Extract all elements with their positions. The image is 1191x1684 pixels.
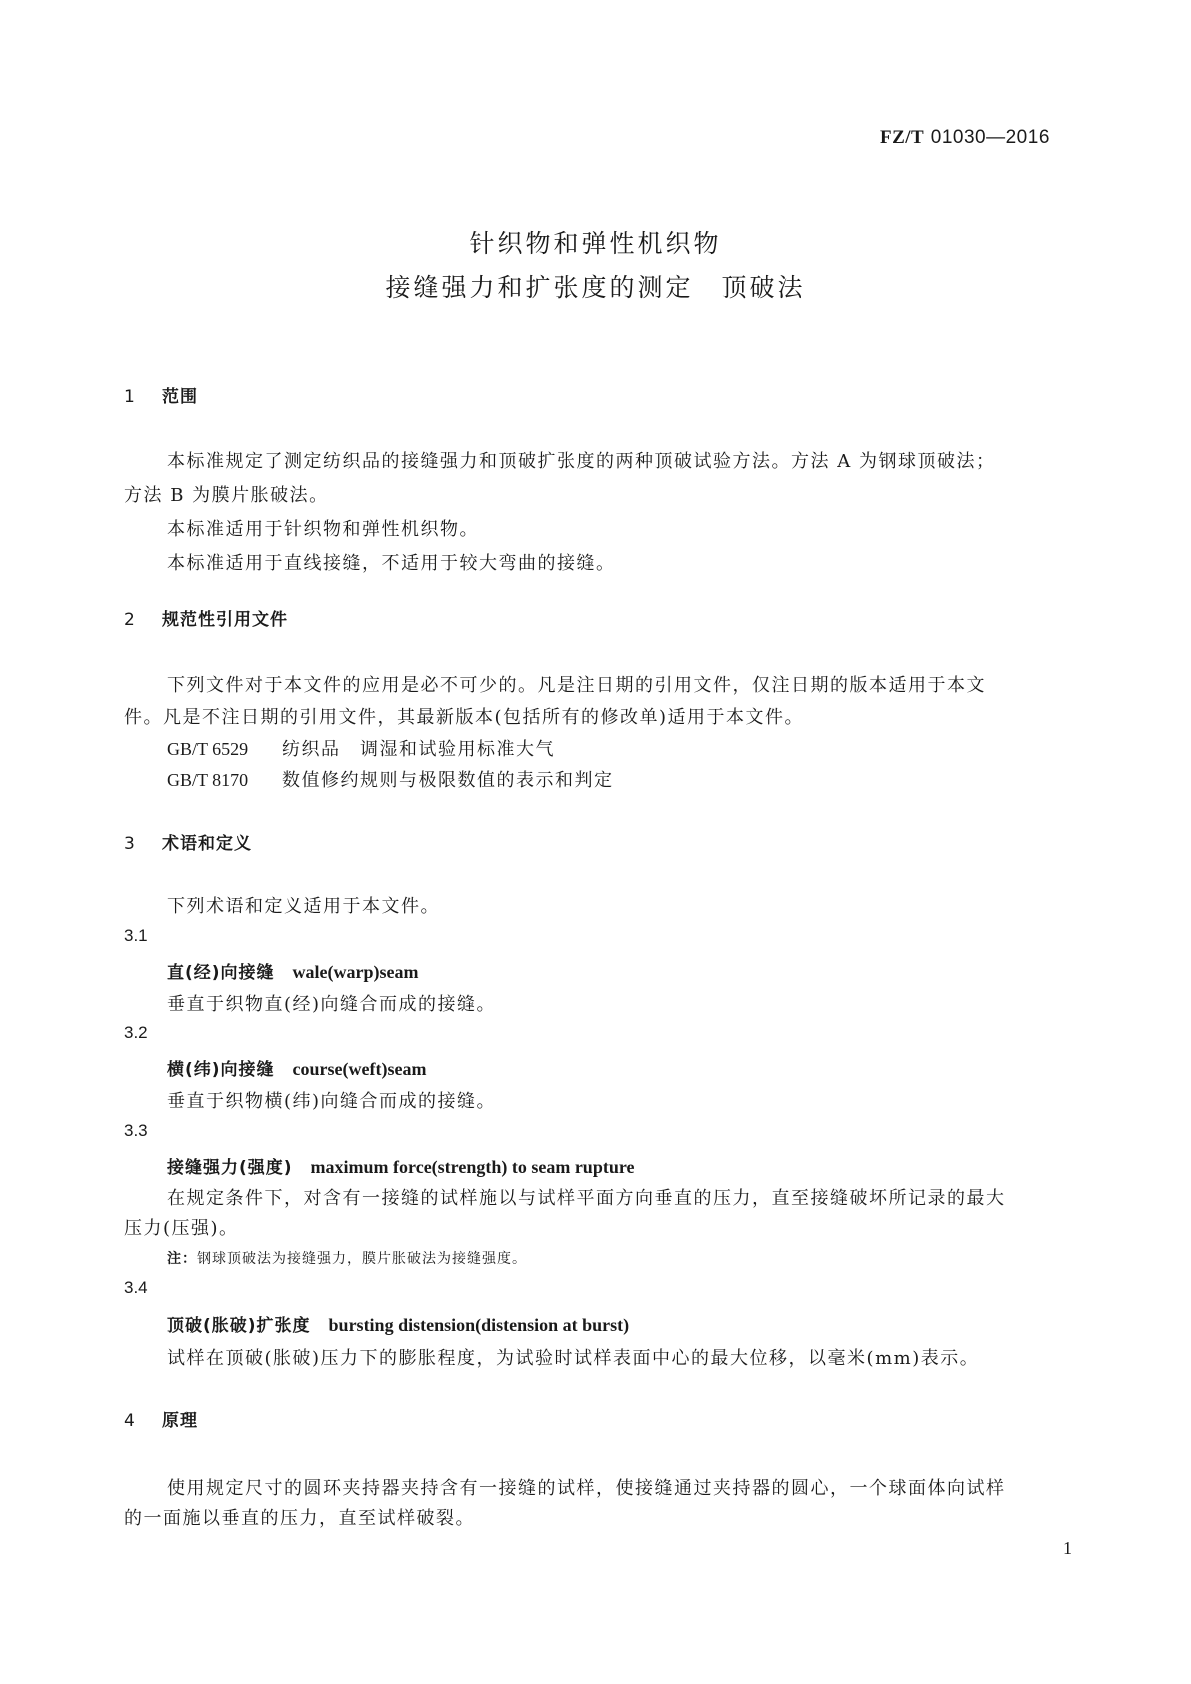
document-title-line2: 接缝强力和扩张度的测定 顶破法 xyxy=(385,273,806,302)
term-zh: 横(纬)向接缝 xyxy=(167,1060,275,1080)
standard-code-number: 01030—2016 xyxy=(930,127,1050,148)
standard-code-prefix: FZ/T xyxy=(880,127,925,148)
term-number: 3.1 xyxy=(124,926,148,945)
term-definition-line: 在规定条件下，对含有一接缝的试样施以与试样平面方向垂直的压力，直至接缝破坏所记录的最大 xyxy=(167,1188,1006,1209)
term-definition: 试样在顶破(胀破)压力下的膨胀程度，为试验时试样表面中心的最大位移，以毫米(mm)表示。 xyxy=(167,1348,980,1369)
term-zh: 顶破(胀破)扩张度 xyxy=(167,1316,311,1336)
section-heading-2 xyxy=(124,605,288,630)
paragraph-line: 件。凡是不注日期的引用文件，其最新版本(包括所有的修改单)适用于本文件。 xyxy=(124,707,805,728)
section-title: 原理 xyxy=(162,1411,198,1431)
paragraph-line: 下列文件对于本文件的应用是必不可少的。凡是注日期的引用文件，仅注日期的版本适用于本文 xyxy=(167,675,986,696)
term-number: 3.3 xyxy=(124,1121,148,1140)
document-title-line1: 针织物和弹性机织物 xyxy=(469,229,722,258)
term-number: 3.4 xyxy=(124,1278,148,1297)
section-number: 4 xyxy=(124,1411,136,1431)
paragraph: 下列术语和定义适用于本文件。 xyxy=(167,896,440,917)
paragraph-line: 本标准规定了测定纺织品的接缝强力和顶破扩张度的两种顶破试验方法。方法 A 为钢球顶破法； xyxy=(167,451,996,472)
normative-reference xyxy=(167,735,555,761)
term-entry xyxy=(167,1153,635,1178)
section-number: 1 xyxy=(124,387,136,407)
term-en: wale(warp)seam xyxy=(292,962,419,982)
reference-title: 数值修约规则与极限数值的表示和判定 xyxy=(282,770,614,791)
term-entry xyxy=(167,1055,426,1080)
page-number: 1 xyxy=(1063,1538,1072,1558)
term-entry xyxy=(167,1311,629,1336)
term-definition-line: 压力(压强)。 xyxy=(124,1218,239,1239)
reference-code: GB/T 6529 xyxy=(167,739,249,759)
term-definition: 垂直于织物横(纬)向缝合而成的接缝。 xyxy=(167,1091,497,1112)
term-en: course(weft)seam xyxy=(292,1059,427,1079)
term-number: 3.2 xyxy=(124,1023,148,1042)
paragraph-line: 使用规定尺寸的圆环夹持器夹持含有一接缝的试样，使接缝通过夹持器的圆心，一个球面体向试样 xyxy=(167,1478,1006,1499)
note-label: 注： xyxy=(167,1251,197,1267)
normative-reference xyxy=(167,766,614,792)
paragraph-line: 方法 B 为膜片胀破法。 xyxy=(124,485,329,506)
term-en: maximum force(strength) to seam rupture xyxy=(310,1157,635,1177)
section-title: 范围 xyxy=(162,387,198,407)
term-en: bursting distension(distension at burst) xyxy=(328,1315,630,1335)
section-heading-4 xyxy=(124,1406,198,1431)
paragraph: 本标准适用于直线接缝，不适用于较大弯曲的接缝。 xyxy=(167,553,616,574)
paragraph-line: 的一面施以垂直的压力，直至试样破裂。 xyxy=(124,1508,475,1529)
standard-code xyxy=(880,126,1050,149)
section-number: 3 xyxy=(124,834,136,854)
term-zh: 直(经)向接缝 xyxy=(167,963,275,983)
section-title: 规范性引用文件 xyxy=(162,610,288,630)
section-heading-1 xyxy=(124,382,198,407)
section-title: 术语和定义 xyxy=(162,834,252,854)
section-number: 2 xyxy=(124,610,136,630)
reference-code: GB/T 8170 xyxy=(167,770,249,790)
section-heading-3 xyxy=(124,829,252,854)
note xyxy=(167,1248,527,1268)
note-text: 钢球顶破法为接缝强力，膜片胀破法为接缝强度。 xyxy=(197,1251,527,1267)
term-entry xyxy=(167,958,419,983)
paragraph: 本标准适用于针织物和弹性机织物。 xyxy=(167,519,479,540)
term-zh: 接缝强力(强度) xyxy=(167,1158,293,1178)
term-definition: 垂直于织物直(经)向缝合而成的接缝。 xyxy=(167,994,497,1015)
reference-title: 纺织品 调湿和试验用标准大气 xyxy=(282,739,555,760)
